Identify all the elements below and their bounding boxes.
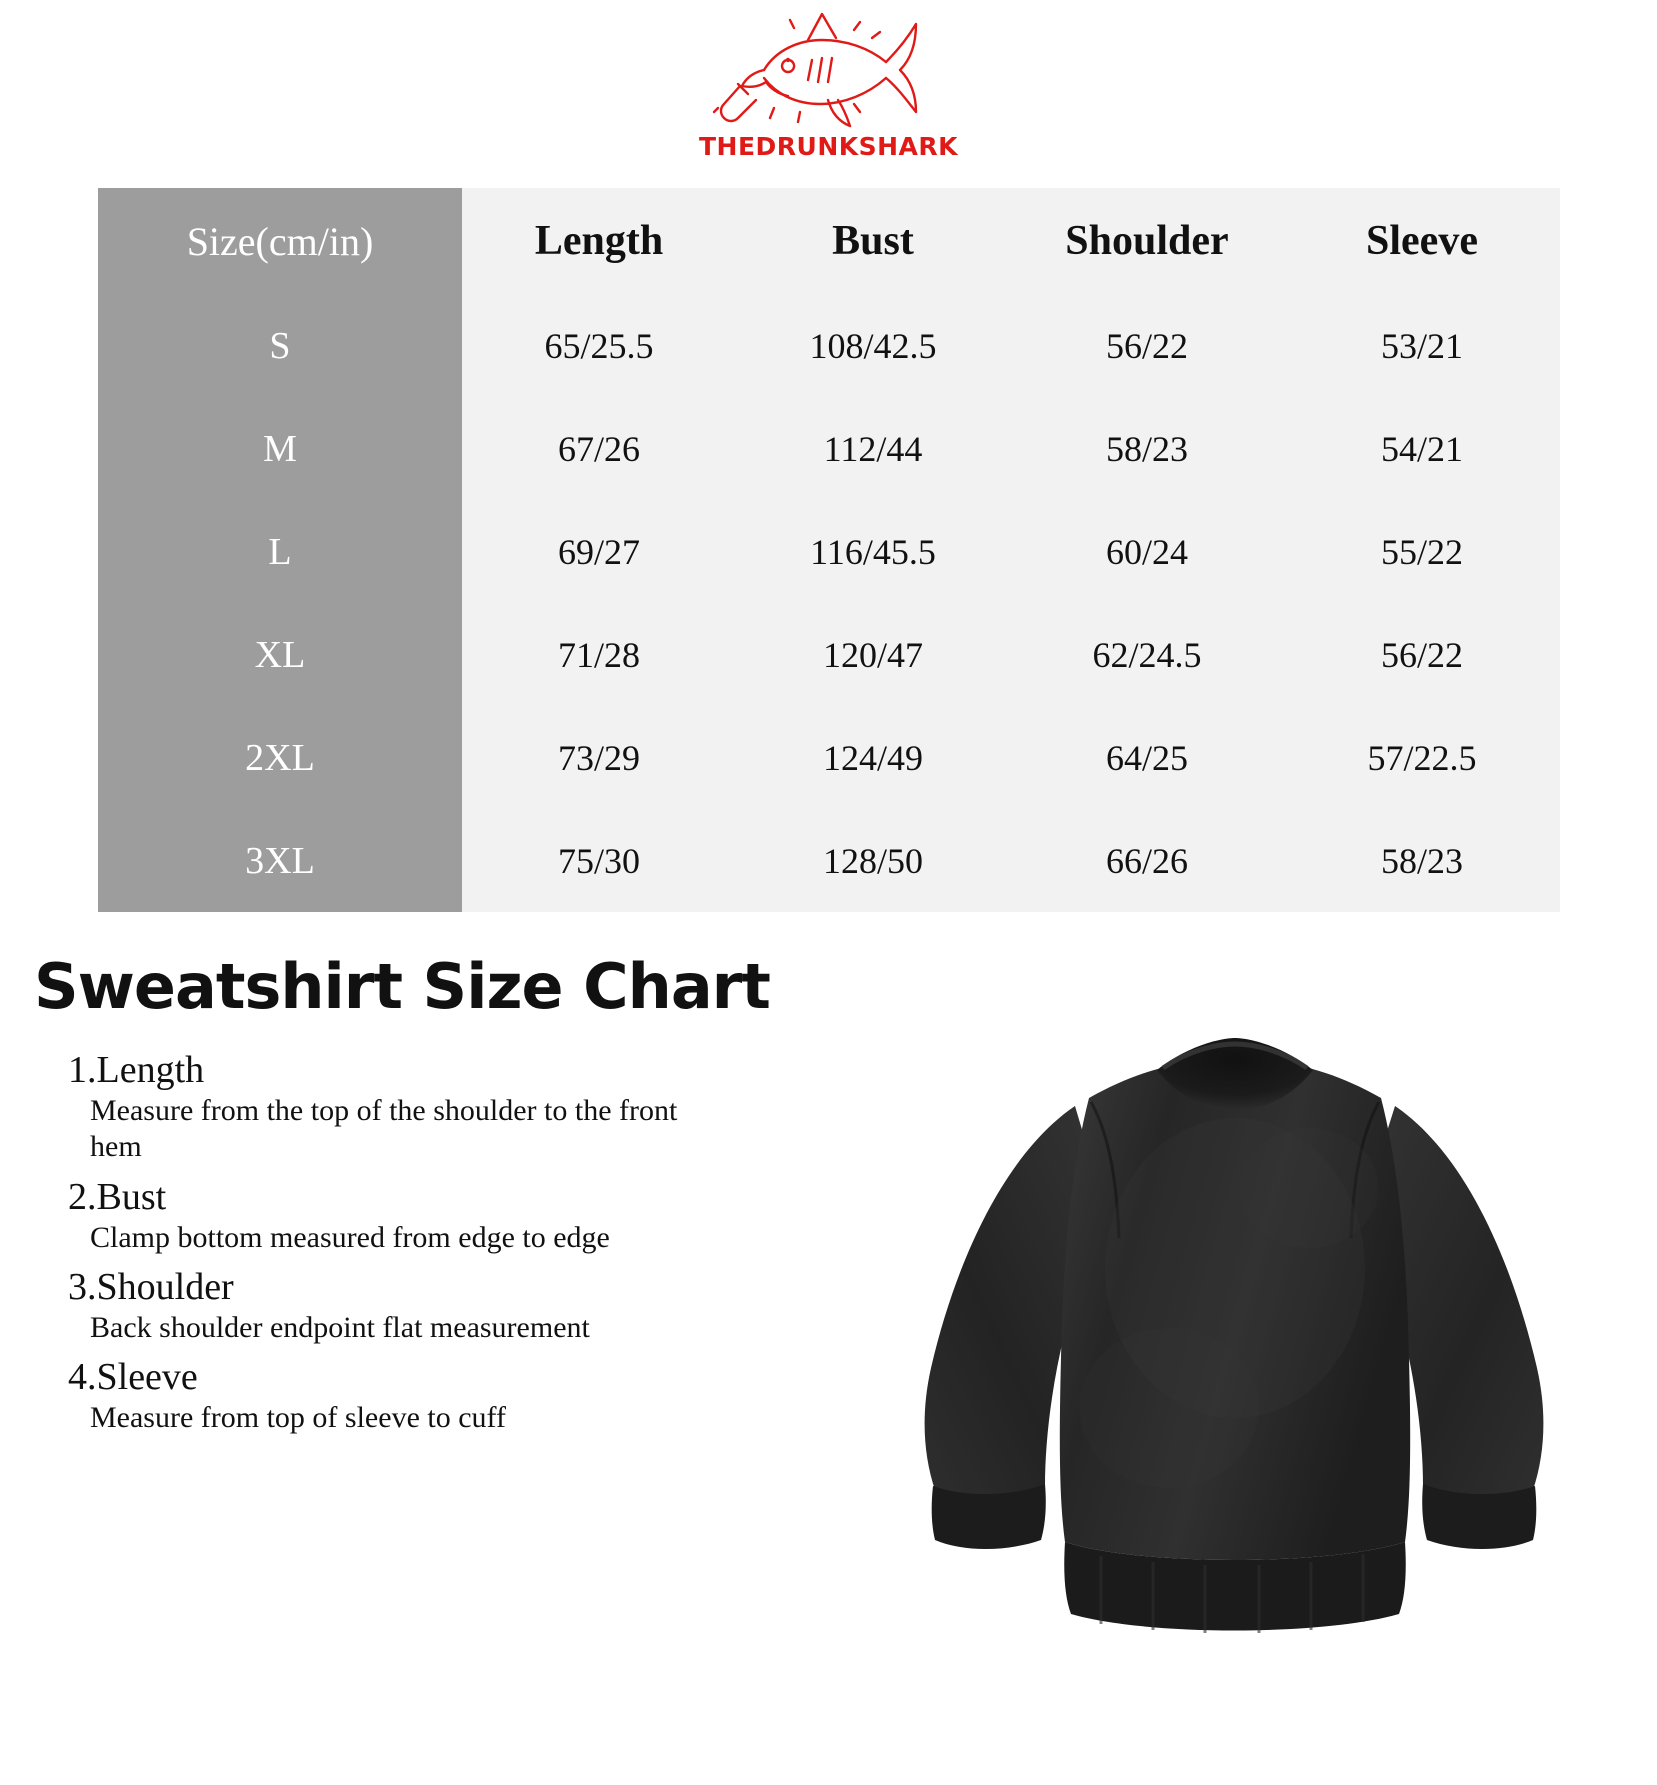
cell-sleeve: 53/21 bbox=[1284, 294, 1560, 397]
cell-size: XL bbox=[98, 603, 462, 706]
cell-bust: 128/50 bbox=[736, 809, 1010, 912]
cell-shoulder: 64/25 bbox=[1010, 706, 1284, 809]
guide-item-description: Back shoulder endpoint flat measurement bbox=[90, 1310, 590, 1344]
guide-item-shoulder bbox=[34, 1266, 864, 1346]
cell-shoulder: 60/24 bbox=[1010, 500, 1284, 603]
cell-length: 67/26 bbox=[462, 397, 736, 500]
guide-item-heading: 2.Bust bbox=[68, 1175, 167, 1218]
cell-size: L bbox=[98, 500, 462, 603]
logo-block bbox=[698, 8, 959, 168]
brand-logo bbox=[0, 0, 1657, 168]
table-row bbox=[98, 809, 1560, 912]
cell-sleeve: 58/23 bbox=[1284, 809, 1560, 912]
table-row bbox=[98, 500, 1560, 603]
cell-shoulder: 58/23 bbox=[1010, 397, 1284, 500]
table-row bbox=[98, 706, 1560, 809]
guide-item-heading: 1.Length bbox=[68, 1049, 205, 1091]
brand-name: THEDRUNKSHARK bbox=[698, 132, 959, 161]
column-header-bust: Bust bbox=[736, 188, 1010, 294]
cell-shoulder: 56/22 bbox=[1010, 294, 1284, 397]
column-header-size: Size(cm/in) bbox=[98, 188, 462, 294]
column-header-sleeve: Sleeve bbox=[1284, 188, 1560, 294]
column-header-length: Length bbox=[462, 188, 736, 294]
cell-bust: 116/45.5 bbox=[736, 500, 1010, 603]
guide-item-description: Measure from top of sleeve to cuff bbox=[90, 1401, 506, 1435]
cell-length: 65/25.5 bbox=[462, 294, 736, 397]
cell-sleeve: 57/22.5 bbox=[1284, 706, 1560, 809]
guide-item-heading: 4.Sleeve bbox=[68, 1356, 198, 1399]
size-chart-table-wrapper bbox=[98, 188, 1560, 912]
cell-size: 2XL bbox=[98, 706, 462, 809]
cell-size: 3XL bbox=[98, 809, 462, 912]
measurement-guide-text bbox=[34, 950, 864, 1447]
product-photo-sweatshirt bbox=[839, 938, 1629, 1728]
cell-length: 71/28 bbox=[462, 603, 736, 706]
guide-item-sleeve bbox=[34, 1356, 864, 1436]
cell-length: 75/30 bbox=[462, 809, 736, 912]
table-header-row bbox=[98, 188, 1560, 294]
cell-size: M bbox=[98, 397, 462, 500]
guide-item-length bbox=[34, 1049, 864, 1166]
cell-shoulder: 62/24.5 bbox=[1010, 603, 1284, 706]
cell-shoulder: 66/26 bbox=[1010, 809, 1284, 912]
cell-length: 69/27 bbox=[462, 500, 736, 603]
table-row bbox=[98, 397, 1560, 500]
table-row bbox=[98, 294, 1560, 397]
guide-item-heading: 3.Shoulder bbox=[68, 1266, 234, 1309]
cell-size: S bbox=[98, 294, 462, 397]
sweatshirt-illustration bbox=[839, 938, 1629, 1728]
cell-sleeve: 55/22 bbox=[1284, 500, 1560, 603]
column-header-shoulder: Shoulder bbox=[1010, 188, 1284, 294]
guide-item-description: Clamp bottom measured from edge to edge bbox=[90, 1220, 610, 1254]
cell-bust: 108/42.5 bbox=[736, 294, 1010, 397]
table-row bbox=[98, 603, 1560, 706]
cell-bust: 112/44 bbox=[736, 397, 1010, 500]
guide-item-description: Measure from the top of the shoulder to the front hem bbox=[90, 1093, 678, 1164]
shark-with-bottle-icon bbox=[704, 8, 954, 138]
cell-sleeve: 54/21 bbox=[1284, 397, 1560, 500]
cell-bust: 120/47 bbox=[736, 603, 1010, 706]
cell-bust: 124/49 bbox=[736, 706, 1010, 809]
cell-sleeve: 56/22 bbox=[1284, 603, 1560, 706]
size-chart-table bbox=[98, 188, 1560, 912]
measurement-guide-section bbox=[0, 950, 1657, 1730]
cell-length: 73/29 bbox=[462, 706, 736, 809]
page-title: Sweatshirt Size Chart bbox=[34, 950, 770, 1023]
guide-item-bust bbox=[34, 1176, 864, 1256]
